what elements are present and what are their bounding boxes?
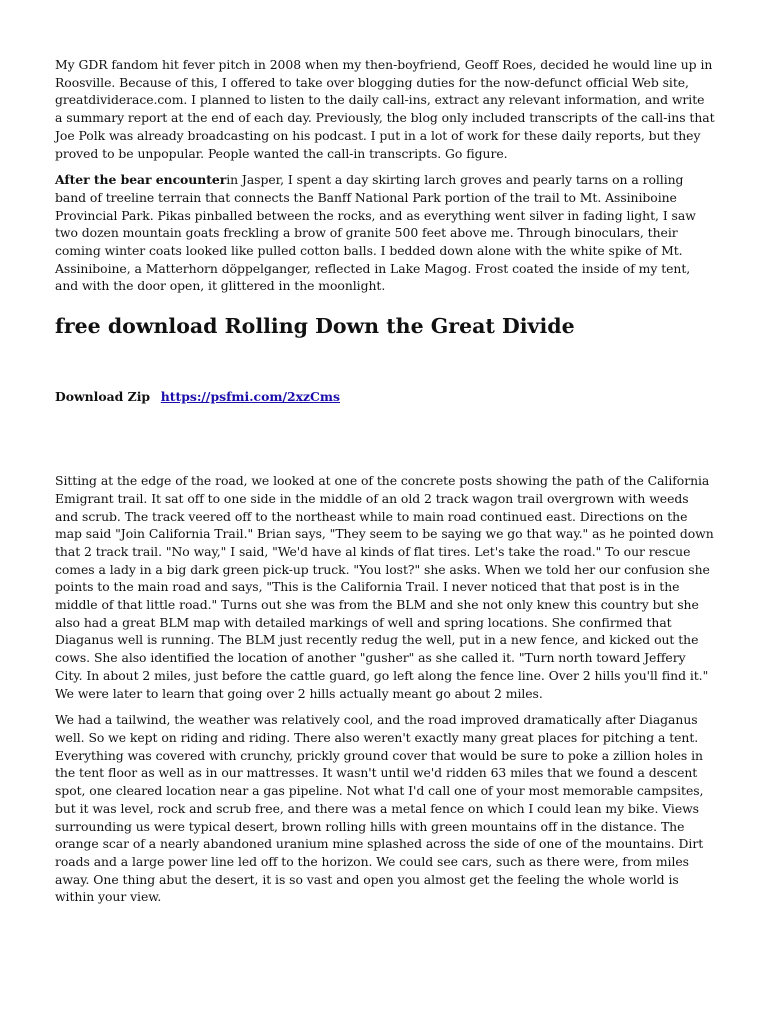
- download-label: Download Zip: [55, 389, 151, 405]
- paragraph-body: in Jasper, I spent a day skirting larch groves and pearly tarns on a rolling band of treeline terrain that connects the Banff National Park portion of the trail to Mt. Assiniboine Provincial Park. Pikas pinballed between the rocks, and as everything went silver in fading light, I saw two dozen mountain goats freckling a brow of granite 500 feet above me. Through binoculars, their coming winter coats looked like pulled cotton balls. I bedded down alone with the white spike of Mt. Assiniboine, a Matterhorn döppelganger, reflected in Lake Magog. Frost coated the inside of my tent, and with the door open, it glittered in the moonlight.: [55, 172, 696, 294]
- california-trail-paragraph: Sitting at the edge of the road, we looked at one of the concrete posts showing the path of the California Emigrant trail. It sat off to one side in the middle of an old 2 track wagon trail overgrown with weeds and scrub. The track veered off to the northeast while to main road continued east. Directions on the map said "Join California Trail." Brian says, "They seem to be saying we go that way." as he pointed down that 2 track trail. "No way," I said, "We'd have al kinds of flat tires. Let's take the road." To our rescue comes a lady in a big dark green pick-up truck. "You lost?" she asks. When we told her our confusion she points to the main road and says, "This is the California Trail. I never noticed that that post is in the middle of that little road." Turns out she was from the BLM and she not only knew this country but she also had a great BLM map with detailed markings of well and spring locations. She confirmed that Diaganus well is running. The BLM just recently redug the well, put in a new fence, and kicked out the cows. She also identified the location of another "gusher" as she called it. "Turn north toward Jeffery City. In about 2 miles, just before the cattle guard, go left along the fence line. Over 2 hills you'll find it." We were later to learn that going over 2 hills actually meant go about 2 miles.: [55, 473, 714, 701]
- bear-encounter-paragraph: [55, 171, 715, 295]
- tailwind-paragraph: We had a tailwind, the weather was relatively cool, and the road improved dramatically after Diaganus well. So we kept on riding and riding. There also weren't exactly many great places for pitching a tent. Everything was covered with crunchy, prickly ground cover that would be sure to poke a zillion holes in the tent floor as well as in our mattresses. It wasn't until we'd ridden 63 miles that we found a descent spot, one cleared location near a gas pipeline. Not what I'd call one of your most memorable campsites, but it was level, rock and scrub free, and there was a metal fence on which I could lean my bike. Views surrounding us were typical desert, brown rolling hills with green mountains off in the distance. The orange scar of a nearly abandoned uranium mine splashed across the side of one of the mountains. Dirt roads and a large power line led off to the horizon. We could see cars, such as there were, from miles away. One thing abut the desert, it is so vast and open you almost get the feeling the whole world is within your view.: [55, 712, 704, 905]
- page-heading: free download Rolling Down the Great Divide: [55, 314, 575, 339]
- paragraph-lead-bold: After the bear encounter: [55, 172, 227, 188]
- download-link[interactable]: https://psfmi.com/2xzCms: [160, 389, 340, 405]
- intro-paragraph: My GDR fandom hit fever pitch in 2008 when my then-boyfriend, Geoff Roes, decided he would line up in Roosville. Because of this, I offered to take over blogging duties for the now-defunct official Web site, greatdividerace.com. I planned to listen to the daily call-ins, extract any relevant information, and write a summary report at the end of each day. Previously, the blog only included transcripts of the call-ins that Joe Polk was already broadcasting on his podcast. I put in a lot of work for these daily reports, but they proved to be unpopular. People wanted the call-in transcripts. Go figure.: [55, 57, 715, 161]
- download-line: [55, 388, 715, 405]
